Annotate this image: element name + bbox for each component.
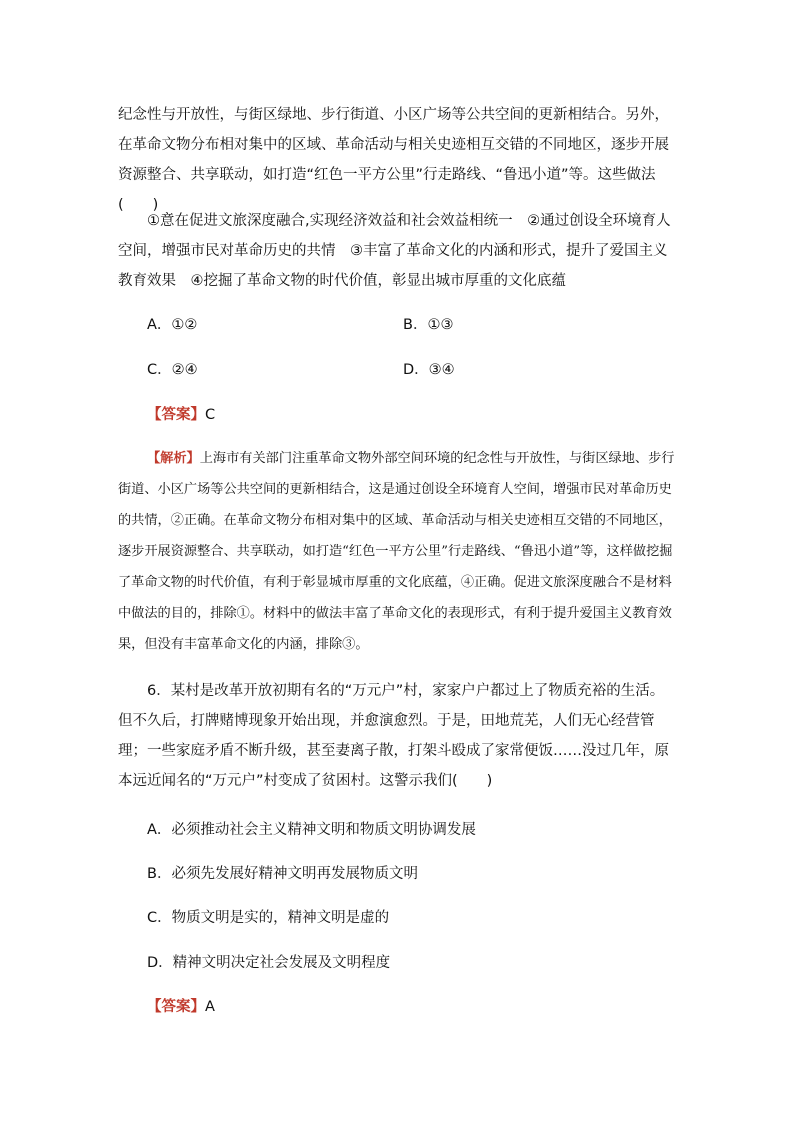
q5-stem-continued: 纪念性与开放性，与街区绿地、步行街道、小区广场等公共空间的更新相结合。另外，在革命文物分布相对集中的区域、革命活动与相关史迹相互交错的不同地区，逐步开展资源整合、共享联动，如打造“红色一平方公里”行走路线、“鲁迅小道”等。这些做法( ) [118,107,669,213]
q6-option-c: C．物质文明是实的，精神文明是虚的 [147,910,390,926]
q6-option-a: A．必须推动社会主义精神文明和物质文明协调发展 [147,822,476,838]
q5-analysis [118,443,678,660]
answer-value: C [205,407,216,423]
q6-option-b: B．必须先发展好精神文明再发展物质文明 [147,866,418,882]
q5-option-b: B．①③ [403,317,454,333]
answer-value: A [205,999,215,1015]
q5-option-c: C．②④ [147,362,198,378]
q6-stem: 6．某村是改革开放初期有名的“万元户”村，家家户户都过上了物质充裕的生活。但不久后，打牌赌博现象开始出现，并愈演愈烈。于是，田地荒芜，人们无心经营管理；一些家庭矛盾不断升级，甚至妻离子散，打架斗殴成了家常便饭……没过几年，原本远近闻名的“万元户”村变成了贫困村。这警示我们( ) [118,683,669,789]
q6-option-d: D．精神文明决定社会发展及文明程度 [147,955,391,971]
analysis-text: 上海市有关部门注重革命文物外部空间环境的纪念性与开放性，与街区绿地、步行街道、小区广场等公共空间的更新相结合，这是通过创设全环境育人空间，增强市民对革命历史的共情，②正确。在革命文物分布相对集中的区域、革命活动与相关史迹相互交错的不同地区，逐步开展资源整合、共享联动，如打造“红色一平方公里”行走路线、“鲁迅小道”等，这样做挖掘了革命文物的时代价值，有利于彰显城市厚重的文化底蕴，④正确。促进文旅深度融合不是材料中做法的目的，排除①。材料中的做法丰富了革命文化的表现形式，有利于提升爱国主义教育效果，但没有丰富革命文化的内涵，排除③。 [118,451,675,652]
q5-statements: ①意在促进文旅深度融合,实现经济效益和社会效益相统一 ②通过创设全环境育人空间，增强市民对革命历史的共情 ③丰富了革命文化的内涵和形式，提升了爱国主义教育效果 ④挖掘了革命文物的时代价值，彰显出城市厚重的文化底蕴 [118,213,671,289]
q5-option-d: D．③④ [403,362,455,378]
answer-label: 【答案】 [147,999,205,1015]
q5-option-a: A．①② [147,317,198,333]
q5-answer [147,405,215,425]
q6-answer [147,997,215,1017]
analysis-label: 【解析】 [147,451,200,466]
answer-label: 【答案】 [147,407,205,423]
